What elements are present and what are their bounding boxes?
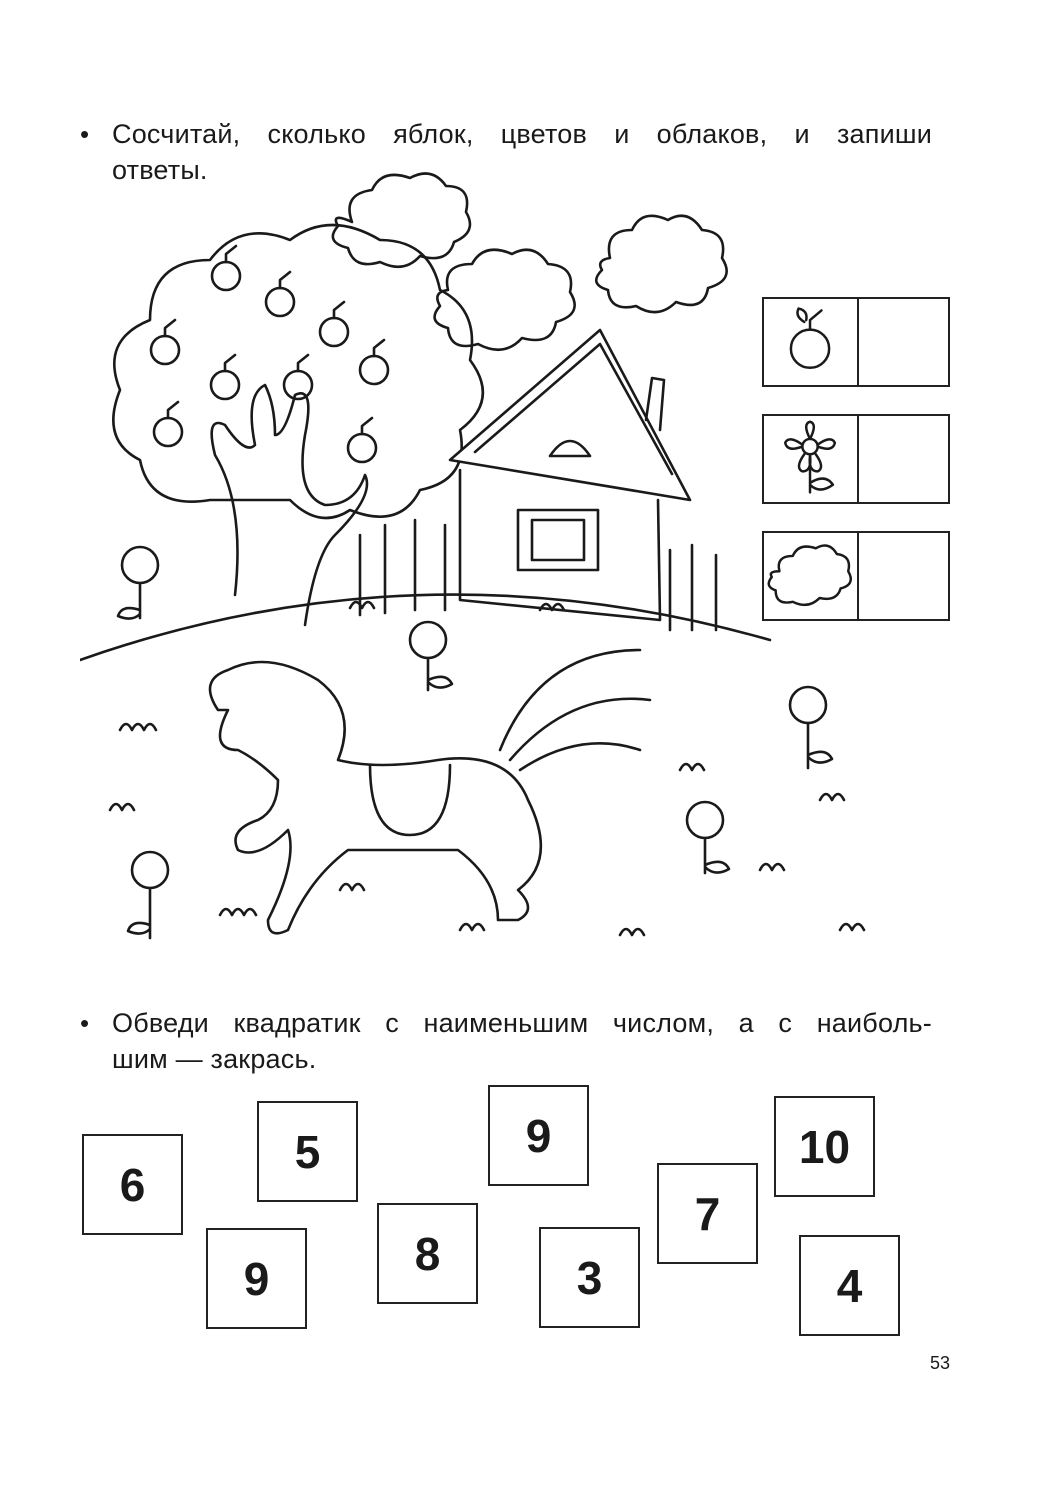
apple-icon — [266, 272, 294, 316]
bullet: • — [80, 119, 90, 149]
cloud-icon — [764, 533, 857, 619]
horse-saddle — [370, 765, 450, 835]
house-wall — [460, 470, 660, 620]
number-square[interactable]: 9 — [488, 1085, 589, 1186]
house-roof — [450, 330, 690, 500]
flower-icon — [764, 416, 857, 502]
number-square[interactable]: 5 — [257, 1101, 358, 1202]
flower-icon — [118, 547, 158, 619]
apple-icon — [211, 355, 239, 399]
answer-divider — [857, 416, 859, 502]
apple-icon — [154, 402, 182, 446]
flower-icon — [410, 622, 452, 690]
task-1-line-2: ответы. — [112, 155, 208, 185]
house-window — [518, 510, 598, 570]
apple-icon — [320, 302, 348, 346]
apple-icon — [151, 320, 179, 364]
apple-icon — [764, 299, 857, 385]
flower-icon — [687, 802, 729, 873]
number-square[interactable]: 4 — [799, 1235, 900, 1336]
number-square[interactable]: 3 — [539, 1227, 640, 1328]
grass-tuft — [110, 602, 864, 935]
number-square[interactable]: 6 — [82, 1134, 183, 1235]
answer-divider — [857, 533, 859, 619]
apple-icon — [348, 418, 376, 462]
horse-body — [210, 662, 541, 933]
hill — [80, 595, 770, 660]
number-square[interactable]: 7 — [657, 1163, 758, 1264]
apple-icon — [284, 355, 312, 399]
flower-icon — [128, 852, 168, 938]
bullet: • — [80, 1008, 90, 1038]
answer-box-flowers[interactable] — [762, 414, 950, 504]
task-2-text — [112, 1005, 932, 1077]
tree-trunk — [212, 385, 367, 625]
task-1-line-1: Сосчитай, сколько яблок, цветов и облаков, и запиши — [112, 119, 932, 149]
number-square[interactable]: 8 — [377, 1203, 478, 1304]
cloud-icon — [596, 216, 726, 312]
number-square[interactable]: 10 — [774, 1096, 875, 1197]
answer-box-apples[interactable] — [762, 297, 950, 387]
apple-icon — [360, 340, 388, 384]
page-number: 53 — [930, 1353, 951, 1373]
answer-divider — [857, 299, 859, 385]
flower-icon — [790, 687, 832, 768]
number-square[interactable]: 9 — [206, 1228, 307, 1329]
task-2-line-1: Обведи квадратик с наименьшим числом, а с наиболь- — [112, 1008, 932, 1038]
answer-box-clouds[interactable] — [762, 531, 950, 621]
task-2-line-2: шим — закрась. — [112, 1044, 317, 1074]
cloud-icon — [333, 174, 470, 267]
horse-tail — [500, 650, 650, 770]
